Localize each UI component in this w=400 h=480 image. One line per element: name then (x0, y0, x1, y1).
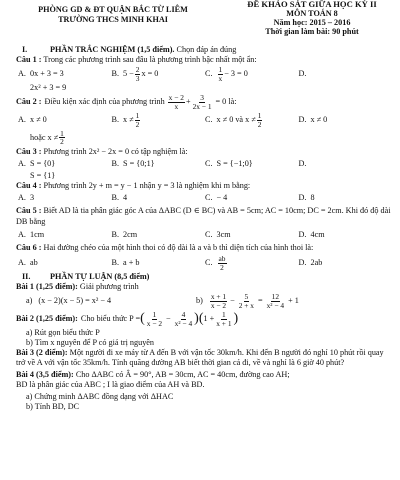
question-5: Câu 5 : Biết AD là tia phân giác góc A của ΔABC (D ∈ BC) và AB = 5cm; AC = 10cm; DC = 2cm. Khi đó độ dài DB bằng (16, 206, 391, 226)
q6-option-b: B. a + b (111, 258, 140, 268)
q3-option-c: C. S = {−1;0} (205, 158, 253, 168)
header-left (18, 6, 208, 26)
q6-option-a: A. ab (18, 258, 38, 268)
part1-heading: I. PHẦN TRẮC NGHIỆM (1,5 điểm). Chọn đáp án đúng (22, 45, 237, 54)
q1-option-d: D. (298, 69, 307, 79)
q1-option-d-text: 2x² + 3 = 9 (30, 83, 67, 93)
q1-option-a: A. 0x + 3 = 3 (18, 69, 64, 79)
exercise-2: Bài 2 (1,25 điểm): Cho biểu thức P = ( $\frac{1}{x - 2}$ − $\frac{4}{\text{x² − 4}}$ ) ( 1 + $\frac{1}{x + 1}$ ) (16, 310, 239, 328)
exercise-2a: a) Rút gọn biểu thức P (26, 328, 100, 338)
q1-option-b: B. 5 − $\frac{2}{3}$ x = 0 (111, 65, 159, 83)
exercise-4a: a) Chứng minh ΔABC đồng dạng với ΔHAC (26, 391, 174, 401)
q3-option-b: B. S = {0;1} (111, 158, 155, 168)
department-name: PHÒNG GD & ĐT QUẬN BẮC TỪ LIÊM (38, 5, 188, 14)
exercise-4b: b) Tính BD, DC (26, 401, 80, 411)
part2-title: PHẦN TỰ LUẬN (8,5 điểm) (50, 272, 150, 282)
q4-option-d: D. 8 (298, 193, 315, 203)
school-name: TRƯỜNG THCS MINH KHAI (58, 15, 168, 25)
q5-option-d: D. 4cm (298, 229, 325, 239)
q2-option-b: B. x ≠ $\frac{1}{2}$ (111, 111, 140, 129)
q6-option-d: D. 2ab (298, 258, 323, 268)
exam-body (16, 44, 392, 412)
question-1: Câu 1 : Trong các phương trình sau đâu là phương trình bậc nhất một ẩn: (16, 55, 257, 65)
exercise-1-parts (26, 293, 392, 309)
school-year: Năm học: 2015 – 2016 (273, 17, 351, 27)
question-3-options (18, 158, 392, 170)
q2-option-a: A. x ≠ 0 (18, 115, 47, 125)
question-2-options (18, 112, 392, 128)
exam-title: ĐỀ KHẢO SÁT GIỮA HỌC KỲ II (247, 0, 377, 9)
exam-subject: MÔN TOÁN 8 (286, 8, 338, 18)
question-3: Câu 3 : Phương trình 2x² − 2x = 0 có tập nghiệm là: (16, 146, 188, 156)
q3-option-d: D. (298, 158, 307, 168)
question-5-options (18, 229, 392, 241)
exercise-1b: b) $\frac{x + 1}{x - 2}$ − $\frac{5}{2 + x}$ = $\frac{12}{\text{x² − 4}}$ + 1 (196, 292, 299, 310)
q3-option-d-text: S = {1} (30, 171, 56, 181)
q5-option-a: A. 1cm (18, 229, 45, 239)
exam-time: Thời gian làm bài: 90 phút (265, 27, 359, 36)
q5-option-b: B. 2cm (111, 229, 138, 239)
question-4-options (18, 192, 392, 204)
part1-instruction: Chọn đáp án đúng (176, 45, 237, 54)
part1-title: PHẦN TRẮC NGHIỆM (1,5 điểm). (50, 45, 175, 54)
question-6: Câu 6 : Hai đường chéo của một hình thoi có độ dài là a và b thì diện tích của hình thoi là: (16, 242, 314, 252)
question-2: Câu 2 : Điều kiện xác định của phương trình $\frac{x - 2}{x}$ + $\frac{3}{2x - 1}$ = 0 là: (16, 93, 237, 111)
q4-option-b: B. 4 (111, 193, 128, 203)
part2-heading: II. PHẦN TỰ LUẬN (8,5 điểm) (22, 272, 150, 282)
q1-option-c: C. $\frac{1}{x}$ − 3 = 0 (205, 65, 248, 83)
q2-option-c: C. x ≠ 0 và x ≠ $\frac{1}{2}$ (205, 111, 262, 129)
q4-option-c: C. − 4 (205, 193, 228, 203)
exercise-1: Bài 1 (1,25 điểm): Giải phương trình (16, 282, 139, 292)
exercise-4: Bài 4 (3,5 điểm): Cho ΔABC có Â = 90°, AB = 30cm, AC = 40cm, đường cao AH; BD là phân giác của ABC ; I là giao điểm của AH và BD. (16, 370, 290, 390)
exercise-2b: b) Tìm x nguyên để P có giá trị nguyên (26, 338, 155, 348)
exercise-3: Bài 3 (2 điểm): Một người đi xe máy từ A đến B với vận tốc 30km/h. Khi đến B người đó nghỉ 10 phút rồi quay trở về A với vận tốc 35km/h. Tính quãng đường AB biết thời gian cả đi, về và nghỉ là 6 giờ 40 phút? (16, 348, 384, 368)
q4-option-a: A. 3 (18, 193, 35, 203)
q5-option-c: C. 3cm (205, 229, 231, 239)
q3-option-a: A. S = {0} (18, 158, 56, 168)
question-6-options (18, 255, 392, 271)
q6-option-c: C. $\frac{ab}{2}$ (205, 254, 226, 272)
q2-option-d: D. x ≠ 0 (298, 115, 328, 125)
q2-option-d-text: hoặc x ≠ $\frac{1}{2}$ (30, 129, 64, 147)
header-right (232, 0, 392, 37)
question-4: Câu 4 : Phương trình 2y + m = y − 1 nhận y = 3 là nghiệm khi m bằng: (16, 181, 251, 191)
exercise-1a: a) (x − 2)(x − 5) = x² − 4 (26, 296, 112, 306)
question-1-options (18, 66, 392, 82)
